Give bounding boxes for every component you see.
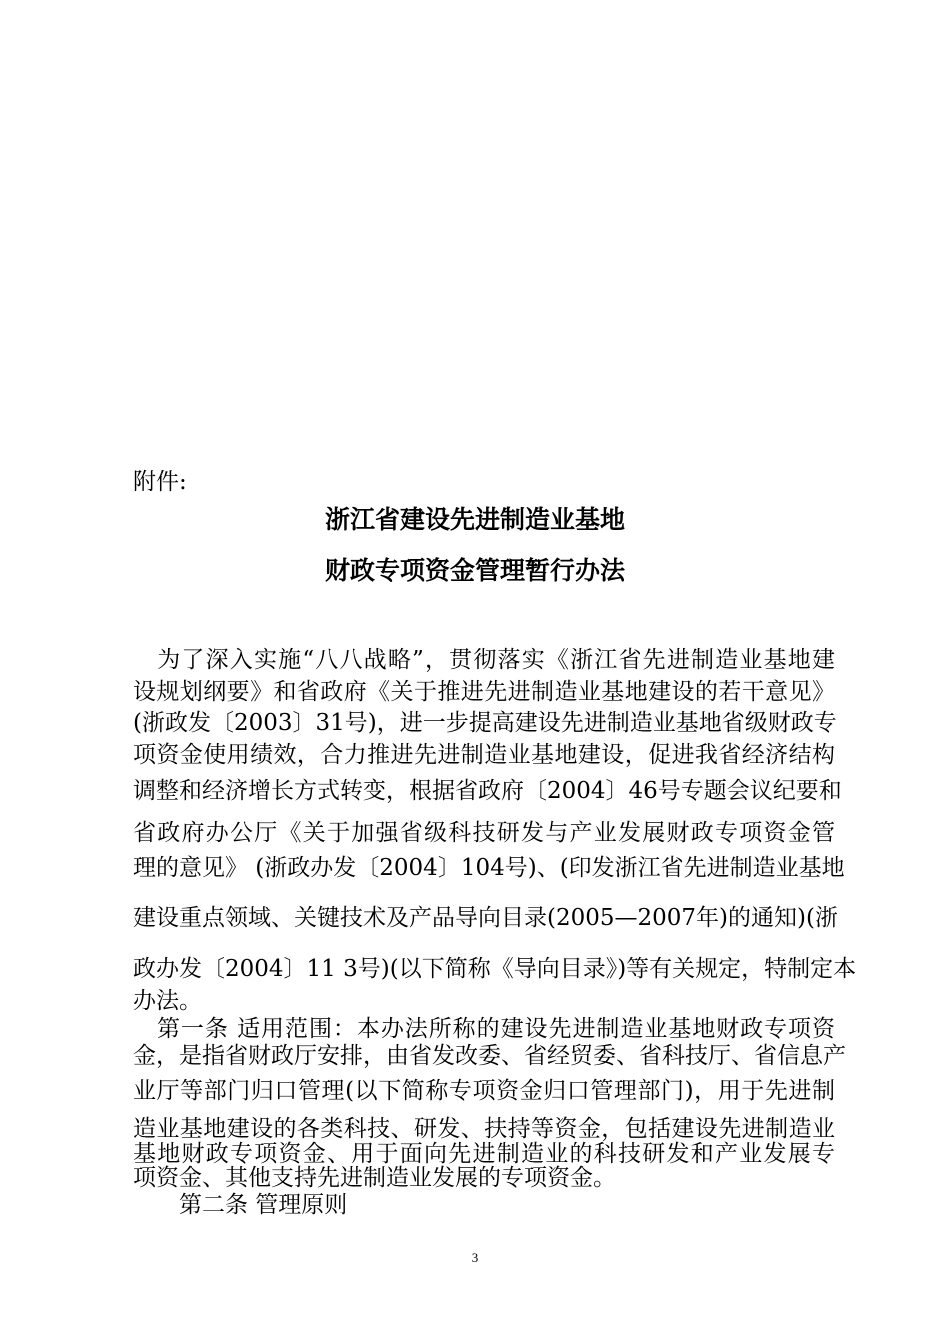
body-line: 造业基地建设的各类科技、研发、扶持等资金，包括建设先进制造业 xyxy=(133,1116,835,1142)
body-line: 项资金、其他支持先进制造业发展的专项资金。 xyxy=(133,1165,616,1191)
body-line: 基地财政专项资金、用于面向先进制造业的科技研发和产业发展专 xyxy=(133,1141,835,1167)
body-line: 政办发〔2004〕11 3号)(以下简称《导向目录》)等有关规定，特制定本 xyxy=(133,956,857,982)
body-line: 业厅等部门归口管理(以下简称专项资金归口管理部门)，用于先进制 xyxy=(133,1078,835,1104)
body-line: 为了深入实施“八八战略”，贯彻落实《浙江省先进制造业基地建 xyxy=(133,647,835,673)
body-line: 理的意见》 (浙政办发〔2004〕104号)、(印发浙江省先进制造业基地 xyxy=(133,855,845,881)
page-number: 3 xyxy=(471,1250,479,1265)
body-line: 第二条 管理原则 xyxy=(133,1192,348,1218)
body-line: (浙政发〔2003〕31号)，进一步提高建设先进制造业基地省级财政专 xyxy=(133,710,837,736)
body-line: 调整和经济增长方式转变，根据省政府〔2004〕46号专题会议纪要和 xyxy=(133,778,842,804)
body-line: 项资金使用绩效，合力推进先进制造业基地建设，促进我省经济结构 xyxy=(133,742,835,768)
body-line: 建设重点领域、关键技术及产品导向目录(2005—2007年)的通知)(浙 xyxy=(133,905,838,931)
attachment-label: 附件: xyxy=(133,469,187,495)
body-line: 第一条 适用范围：本办法所称的建设先进制造业基地财政专项资 xyxy=(133,1016,835,1042)
document-title-line-2: 财政专项资金管理暂行办法 xyxy=(324,556,625,585)
body-line: 省政府办公厅《关于加强省级科技研发与产业发展财政专项资金管 xyxy=(133,820,835,846)
body-line: 金，是指省财政厅安排，由省发改委、省经贸委、省科技厅、省信息产 xyxy=(133,1043,846,1069)
document-title-line-1: 浙江省建设先进制造业基地 xyxy=(324,505,625,534)
body-line: 设规划纲要》和省政府《关于推进先进制造业基地建设的若干意见》 xyxy=(133,679,835,705)
body-line: 办法。 xyxy=(133,988,202,1014)
